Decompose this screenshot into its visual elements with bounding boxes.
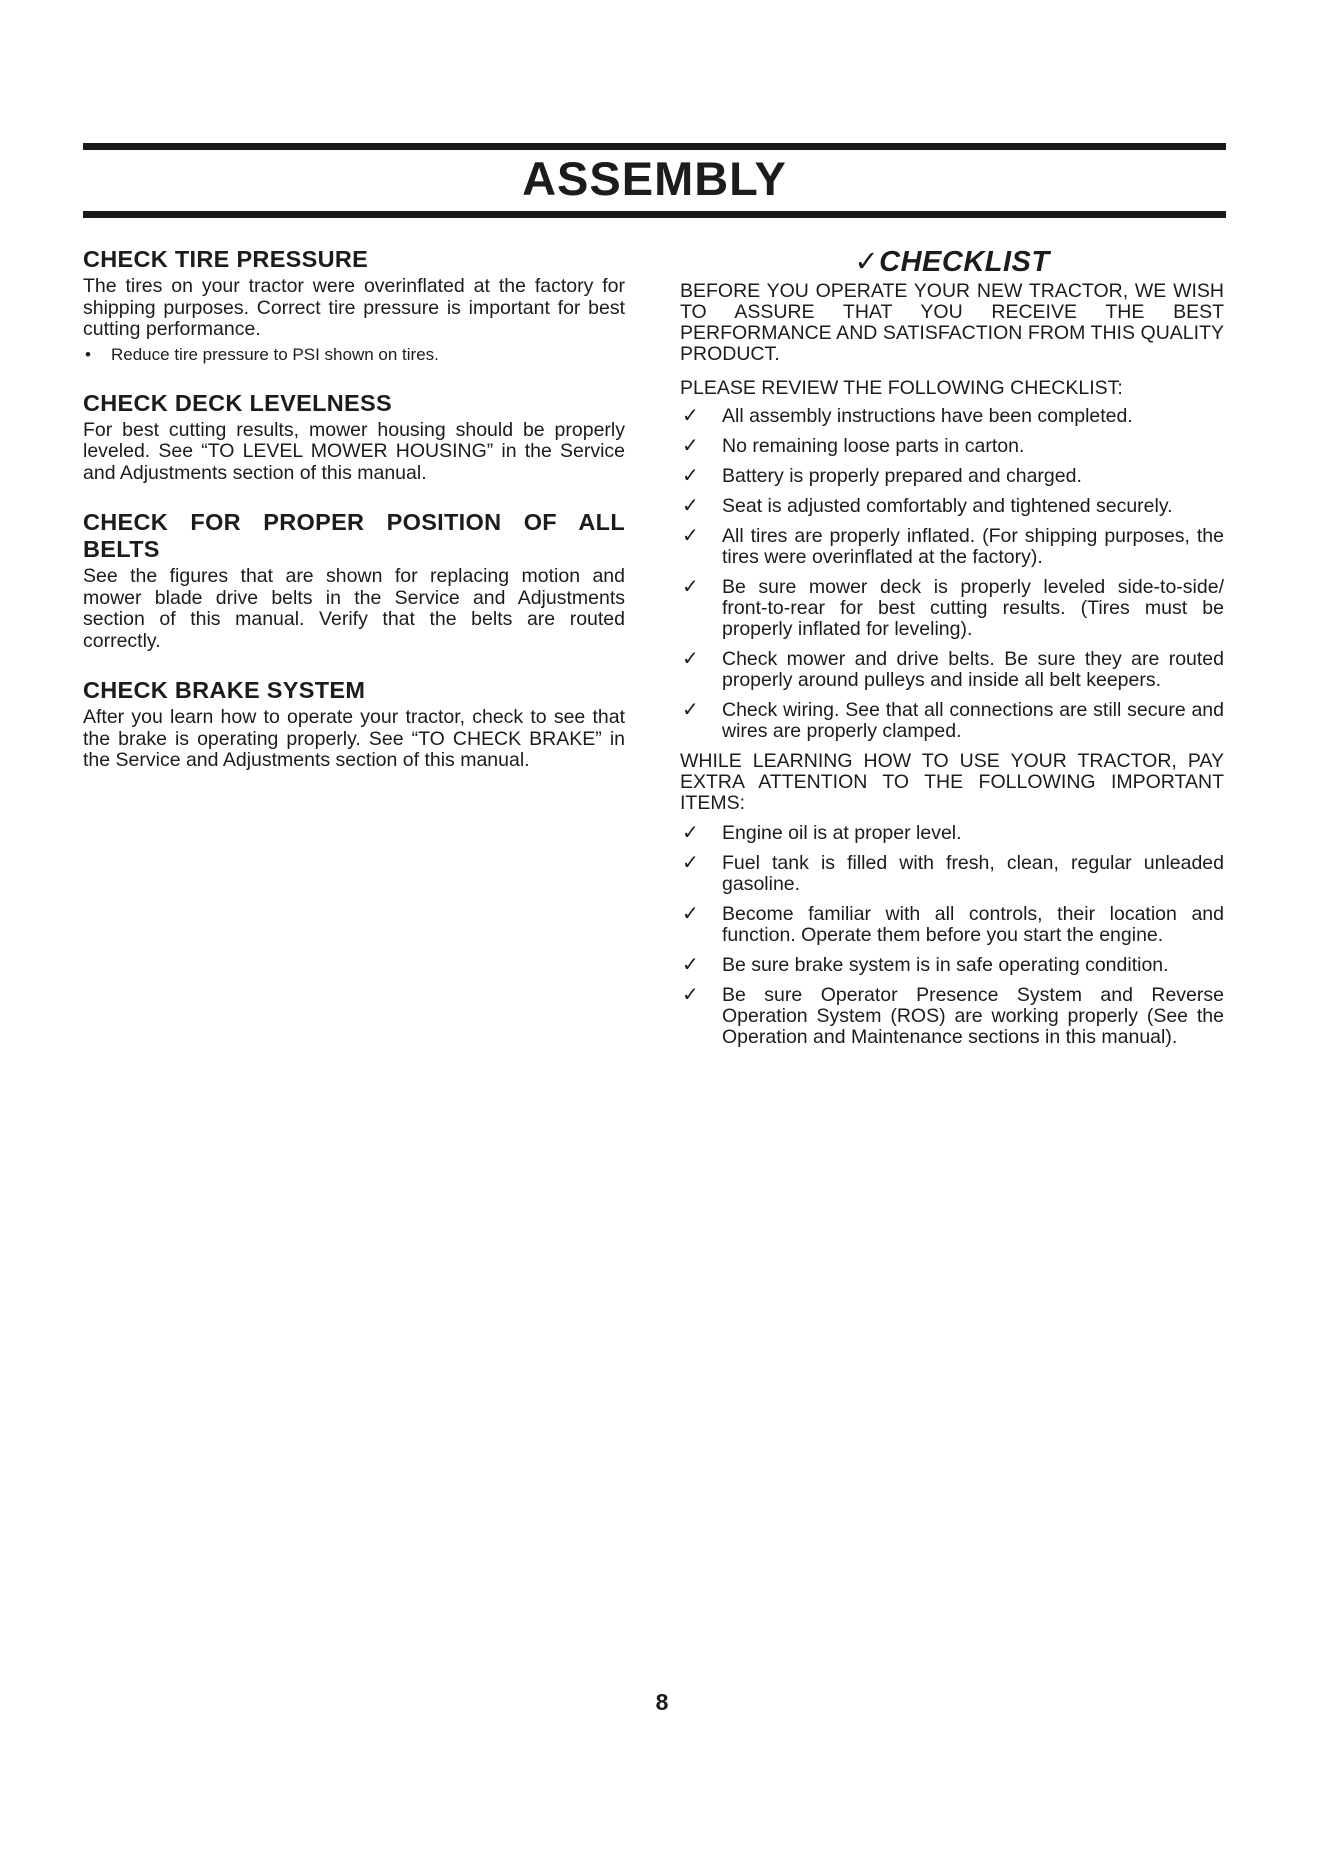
section-heading: CHECK BRAKE SYSTEM [83,677,366,703]
checkmark-icon: ✓ [682,435,699,457]
bullet-item [83,344,625,365]
checklist-item-text: No remaining loose parts in carton. [722,435,1025,457]
checklist-item [680,649,1224,691]
checklist-item [680,526,1224,568]
checklist-learning-label: WHILE LEARNING HOW TO USE YOUR TRACTOR, PAY EXTRA ATTENTION TO THE FOLLOWING IMPORTANT ITEMS: [680,750,1224,814]
bullet-text: Reduce tire pressure to PSI shown on tires. [111,344,439,364]
checkmark-icon: ✓ [682,903,699,925]
section-body: The tires on your tractor were overinflated at the factory for shipping purposes. Correct tire pressure is important for best cutting performance. [83,275,625,340]
checklist-item-text: Battery is properly prepared and charged. [722,465,1082,487]
checklist-item-text: Seat is adjusted comfortably and tightened securely. [722,495,1173,517]
checklist-title: ✓CHECKLIST [854,246,1050,278]
section-body: See the figures that are shown for replacing motion and mower blade drive belts in the Service and Adjustments section of this manual. Verify that the belts are routed correctly. [83,565,625,652]
section-heading: CHECK FOR PROPER POSITION OF ALL BELTS [83,509,625,562]
checklist-important-items [680,823,1224,1048]
checklist-item [680,406,1224,427]
checklist-item-text: Be sure mower deck is properly leveled side-to-side/ front-to-rear for best cutting results. (Tires must be properly inflated for leveling). [722,576,1224,640]
checklist-item-text: Check mower and drive belts. Be sure they are routed properly around pulleys and inside all belt keepers. [722,648,1224,691]
section-heading: CHECK TIRE PRESSURE [83,246,369,272]
section-check-tire-pressure [83,246,625,365]
checkmark-icon: ✓ [682,984,699,1006]
checkmark-icon: ✓ [682,699,699,721]
right-column [680,246,1224,1057]
section-heading: CHECK DECK LEVELNESS [83,389,392,416]
section-body: After you learn how to operate your tractor, check to see that the brake is operating properly. See “TO CHECK BRAKE” in the Service and Adjustments section of this manual. [83,706,625,771]
header-bottom-rule [83,211,1226,218]
checklist-item [680,577,1224,640]
bullet-icon: • [85,344,91,364]
checkmark-icon: ✓ [682,852,699,874]
checklist-item [680,436,1224,457]
checkmark-icon: ✓ [682,525,699,547]
checkmark-icon: ✓ [682,465,699,487]
checkmark-icon: ✓ [682,495,699,517]
checklist-item-text: Become familiar with all controls, their location and function. Operate them before you start the engine. [722,903,1224,946]
checklist-item [680,904,1224,946]
checkmark-icon: ✓ [682,576,699,598]
page-number: 8 [655,1689,669,1715]
checklist-item-text: All tires are properly inflated. (For shipping purposes, the tires were overinflated at the factory). [722,525,1224,568]
checklist-item [680,700,1224,742]
checklist-item [680,496,1224,517]
left-column [83,246,625,797]
checklist-item [680,466,1224,487]
section-body: For best cutting results, mower housing should be properly leveled. See “TO LEVEL MOWER HOUSING” in the Service and Adjustments section of this manual. [83,418,625,484]
checklist-item [680,955,1224,976]
checkmark-icon: ✓ [682,648,699,670]
checklist-item [680,823,1224,844]
checkmark-icon: ✓ [682,822,699,844]
section-check-deck-levelness [83,390,625,485]
checklist-item-text: Fuel tank is filled with fresh, clean, regular unleaded gasoline. [722,852,1224,895]
checklist-review-label: PLEASE REVIEW THE FOLLOWING CHECKLIST: [680,377,1123,399]
checklist-intro: BEFORE YOU OPERATE YOUR NEW TRACTOR, WE WISH TO ASSURE THAT YOU RECEIVE THE BEST PERFORMANCE AND SATISFACTION FROM THIS QUALITY PRODUCT. [680,280,1224,365]
checklist-item-text: Be sure Operator Presence System and Reverse Operation System (ROS) are working properly (See the Operation and Maintenance sections in this manual). [722,984,1224,1048]
checklist-item-text: Check wiring. See that all connections are still secure and wires are properly clamped. [722,699,1224,742]
checklist-item-text: Engine oil is at proper level. [722,822,962,844]
section-check-brake-system [83,677,625,772]
section-check-belts [83,509,625,652]
checklist-item [680,853,1224,895]
checkmark-icon: ✓ [682,954,699,976]
page-title: ASSEMBLY [522,152,787,205]
checklist-items [680,406,1224,742]
checklist-item-text: All assembly instructions have been completed. [722,405,1133,427]
checklist-item-text: Be sure brake system is in safe operating condition. [722,954,1169,976]
checkmark-icon: ✓ [682,405,699,427]
checklist-item [680,985,1224,1048]
